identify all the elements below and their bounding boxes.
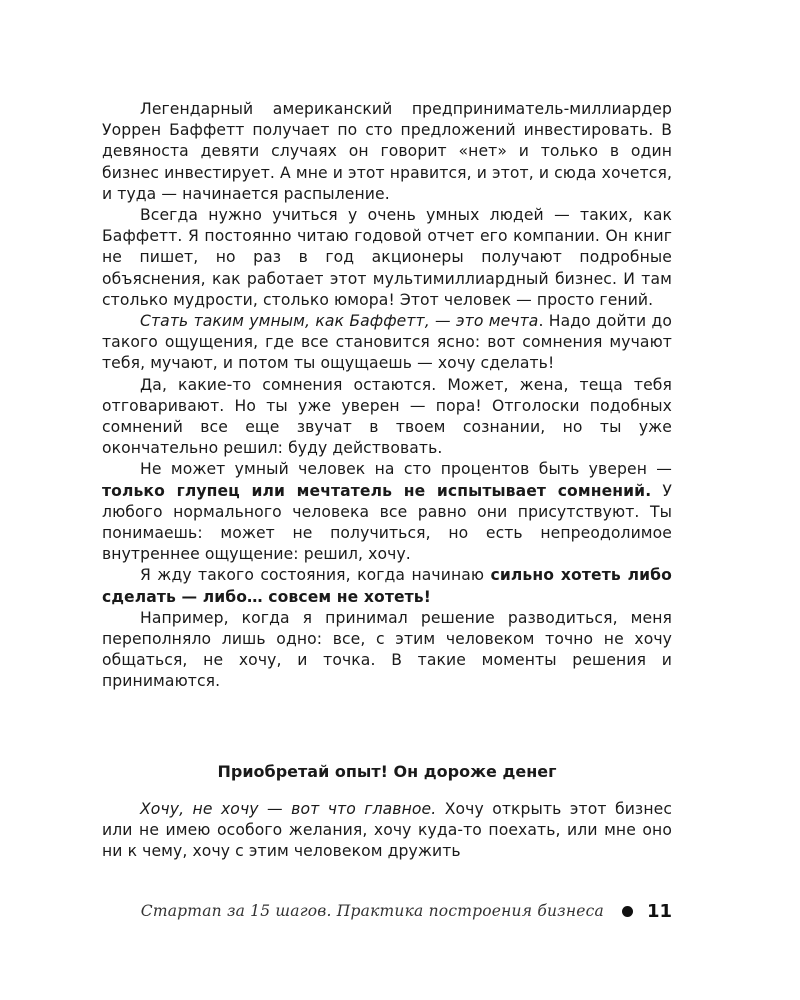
paragraph-7 bbox=[102, 608, 672, 693]
paragraph-2-text: Всегда нужно учиться у очень умных людей — таких, как Баффетт. Я постоянно читаю годовой отчет его компании. Он книг не пишет, но раз в год акционеры получают подробные объяснения, как работает этот мультимиллиардный бизнес. И там столько мудрости, столько юмора! Этот человек — просто гений. bbox=[102, 206, 672, 309]
paragraph-6-bold: сильно хотеть либо сделать — либо… совсем не хотеть! bbox=[102, 566, 672, 606]
paragraph-4 bbox=[102, 375, 672, 460]
main-text bbox=[102, 99, 672, 693]
paragraph-6-text-start: Я жду такого состояния, когда начинаю bbox=[140, 566, 491, 585]
section-paragraph-1-text: Хочу открыть этот бизнес или не имею особого желания, хочу куда-то поехать, или мне оно ни к чему, хочу с этим человеком дружить bbox=[102, 800, 672, 861]
paragraph-3 bbox=[102, 311, 672, 375]
paragraph-7-text: Например, когда я принимал решение разводиться, меня переполняло лишь одно: все, с этим человеком точно не хочу общаться, не хочу, и точка. В такие моменты решения и принимаются. bbox=[102, 608, 672, 691]
paragraph-1-text: Легендарный американский предприниматель-миллиардер Уоррен Баффетт получает по сто предложений инвестировать. В девяноста девяти случаях он говорит «нет» и только в один бизнес инвестирует. А мне и этот нравится, и этот, и сюда хочется, и туда — начинается распыление. bbox=[102, 100, 672, 203]
paragraph-5-bold: только глупец или мечтатель не испытывает сомнений. bbox=[102, 481, 652, 500]
paragraph-1 bbox=[102, 99, 672, 205]
paragraph-5 bbox=[102, 459, 672, 565]
section-text bbox=[102, 799, 672, 863]
paragraph-6 bbox=[102, 565, 672, 607]
page-number: 11 bbox=[646, 900, 672, 922]
page-footer bbox=[102, 897, 672, 925]
paragraph-4-text: Да, какие-то сомнения остаются. Может, жена, теща тебя отговаривают. Но ты уже уверен — пора! Отголоски подобных сомнений все еще звучат в твоем сознании, но ты уже окончательно решил: буду действовать. bbox=[102, 375, 672, 458]
paragraph-5-text-rest: У любого нормального человека все равно они присутствуют. Ты понимаешь: может не получиться, но есть непреодолимое внутреннее ощущение: решил, хочу. bbox=[102, 481, 672, 564]
running-footer-title: Стартап за 15 шагов. Практика построения бизнеса bbox=[140, 902, 604, 920]
paragraph-2 bbox=[102, 205, 672, 311]
paragraph-5-text-start: Не может умный человек на сто процентов быть уверен — bbox=[140, 460, 672, 479]
paragraph-3-text: . Надо дойти до такого ощущения, где все становится ясно: вот сомнения мучают тебя, мучают, и потом ты ощущаешь — хочу сделать! bbox=[102, 312, 672, 373]
bullet-dot-icon bbox=[622, 906, 633, 917]
paragraph-3-italic: Стать таким умным, как Баффетт, — это мечта bbox=[140, 312, 539, 331]
section-paragraph-1-italic: Хочу, не хочу — вот что главное. bbox=[140, 800, 437, 818]
section-paragraph-1 bbox=[102, 799, 672, 863]
section-heading: Приобретай опыт! Он дороже денег bbox=[217, 762, 557, 781]
